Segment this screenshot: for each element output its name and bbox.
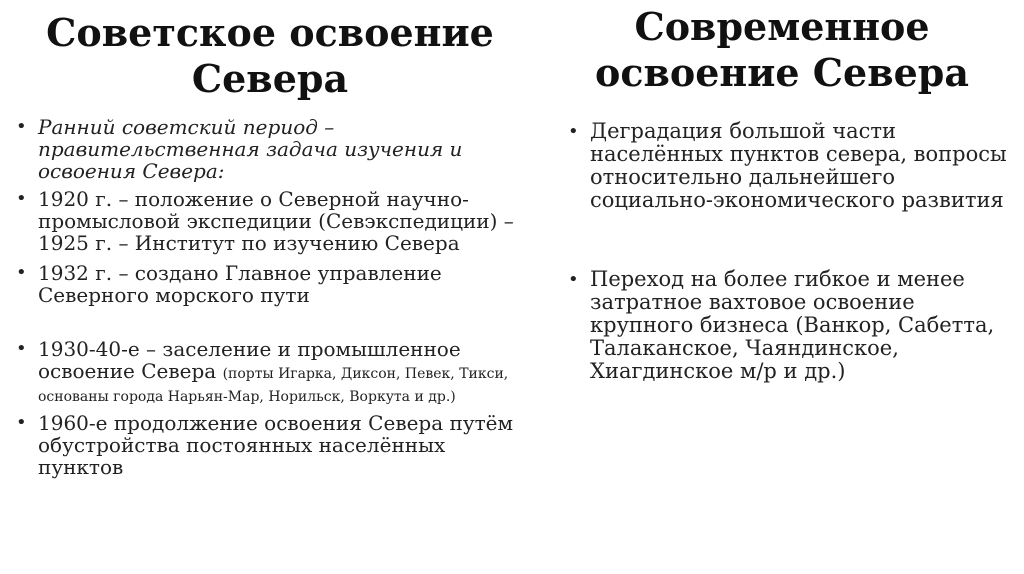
list-item-text: 1960-е продолжение освоения Севера путём обустройства постоянных населённых пунктов	[38, 411, 514, 479]
soviet-list	[16, 116, 526, 478]
modern-column-title: Современное освоение Севера	[594, 4, 969, 95]
list-item	[16, 262, 526, 306]
soviet-column-title: Советское освоение Севера	[46, 10, 494, 101]
list-item	[16, 116, 526, 182]
list-item-text: Ранний советский период – правительственная задача изучения и освоения Севера:	[38, 115, 463, 183]
list-item-note: (порты Игарка, Диксон, Певек, Тикси, основаны города Нарьян-Мар, Норильск, Воркута и др.)	[38, 366, 509, 405]
modern-list	[568, 116, 1024, 383]
bullet-icon: •	[568, 121, 579, 142]
list-item	[16, 412, 526, 478]
bullet-icon: •	[16, 338, 27, 359]
list-item	[16, 338, 526, 406]
list-item-text: Деградация большой части населённых пунктов севера, вопросы относительно дальнейшего социально-экономического развития	[590, 119, 1007, 212]
list-item	[568, 120, 1024, 212]
list-item	[16, 188, 526, 254]
bullet-icon: •	[16, 116, 27, 137]
list-item-text: Переход на более гибкое и менее затратное вахтовое освоение крупного бизнеса (Ванкор, Сабетта, Талаканское, Чаяндинское, Хиагдинское м/р и др.)	[590, 267, 995, 383]
bullet-icon: •	[16, 262, 27, 283]
list-item-text: 1930-40-е – заселение и промышленное освоение Севера	[38, 337, 461, 383]
list-item-text: 1920 г. – положение о Северной научно-промысловой экспедиции (Севэкспедиции) – 1925 г. – Институт по изучению Севера	[38, 187, 514, 255]
list-item-text: 1932 г. – создано Главное управление Северного морского пути	[38, 261, 442, 307]
bullet-icon: •	[16, 412, 27, 433]
bullet-icon: •	[16, 188, 27, 209]
bullet-icon: •	[568, 269, 579, 290]
list-item	[568, 268, 1024, 383]
